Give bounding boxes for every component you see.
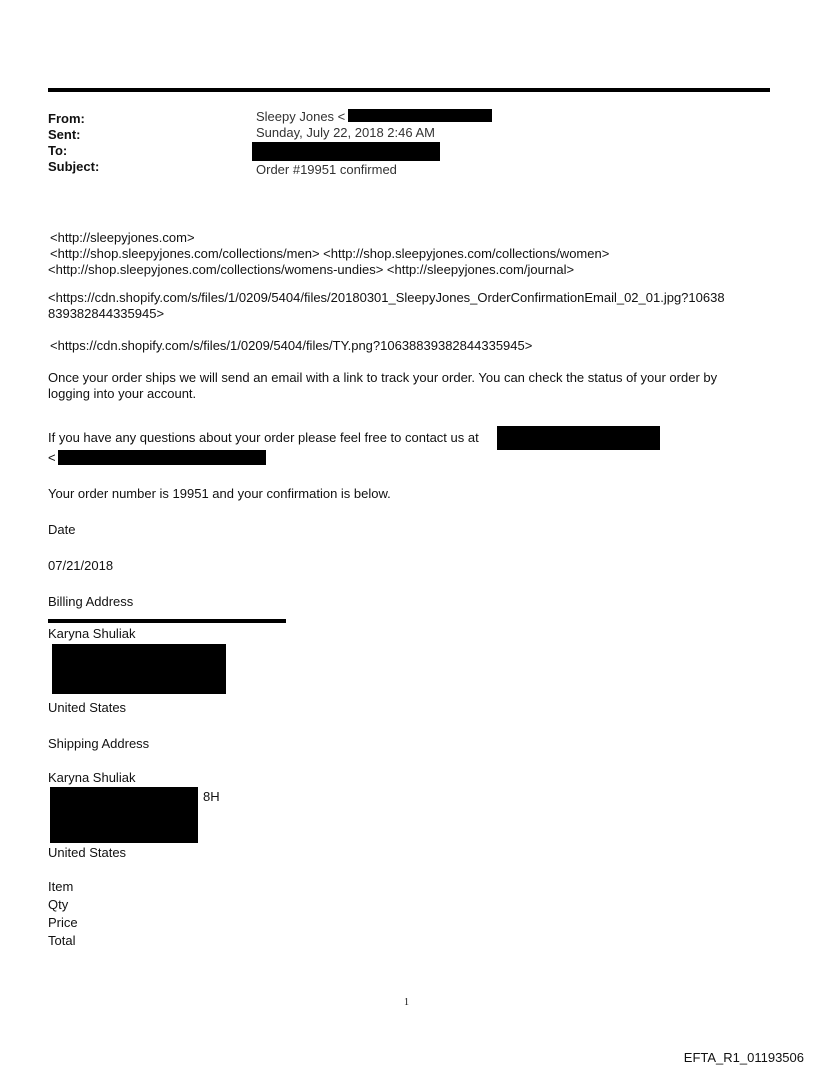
billing-name: Karyna Shuliak [48,626,136,641]
billing-label: Billing Address [48,594,134,609]
sent-value: Sunday, July 22, 2018 2:46 AM [256,125,435,140]
link-collections-2[interactable]: <http://shop.sleepyjones.com/collections/womens-undies> <http://sleepyjones.com/journal> [48,262,575,277]
from-value: Sleepy Jones < [256,109,346,124]
sent-label: Sent: [48,127,81,142]
contact-open: < [48,450,56,465]
shipping-suffix: 8H [203,789,220,804]
bates-number: EFTA_R1_01193506 [683,1050,804,1065]
column-total: Total [48,933,76,948]
shipping-name: Karyna Shuliak [48,770,136,785]
date-label: Date [48,522,76,537]
shipping-notice-cont: logging into your account. [48,386,197,401]
ty-link[interactable]: <https://cdn.shopify.com/s/files/1/0209/5404/files/TY.png?10638839382844335945> [50,338,533,353]
order-number-line: Your order number is 19951 and your confirmation is below. [48,486,391,501]
link-collections[interactable]: <http://shop.sleepyjones.com/collections/men> <http://shop.sleepyjones.com/collections/women> [50,246,610,261]
redaction [252,142,440,161]
billing-country: United States [48,700,127,715]
header-rule [48,88,770,92]
redaction [497,426,660,450]
redaction [58,450,266,465]
billing-rule [48,619,286,623]
column-qty: Qty [48,897,69,912]
column-price: Price [48,915,78,930]
contact-text: If you have any questions about your order please feel free to contact us at [48,430,479,445]
column-item: Item [48,879,74,894]
shipping-label: Shipping Address [48,736,150,751]
redaction [348,109,492,122]
page-number: 1 [404,997,409,1008]
shipping-notice: Once your order ships we will send an email with a link to track your order. You can check the status of your order by [48,370,718,385]
subject-label: Subject: [48,159,100,174]
subject-value: Order #19951 confirmed [256,162,397,177]
date-value: 07/21/2018 [48,558,114,573]
from-label: From: [48,111,85,126]
shipping-country: United States [48,845,127,860]
redaction [50,787,198,843]
to-label: To: [48,143,68,158]
redaction [52,644,226,694]
link-home[interactable]: <http://sleepyjones.com> [50,230,195,245]
banner-link[interactable]: <https://cdn.shopify.com/s/files/1/0209/5404/files/20180301_SleepyJones_OrderConfirmationEmail_02_01.jpg?10638 [48,290,725,305]
banner-link-cont[interactable]: 839382844335945> [48,306,165,321]
